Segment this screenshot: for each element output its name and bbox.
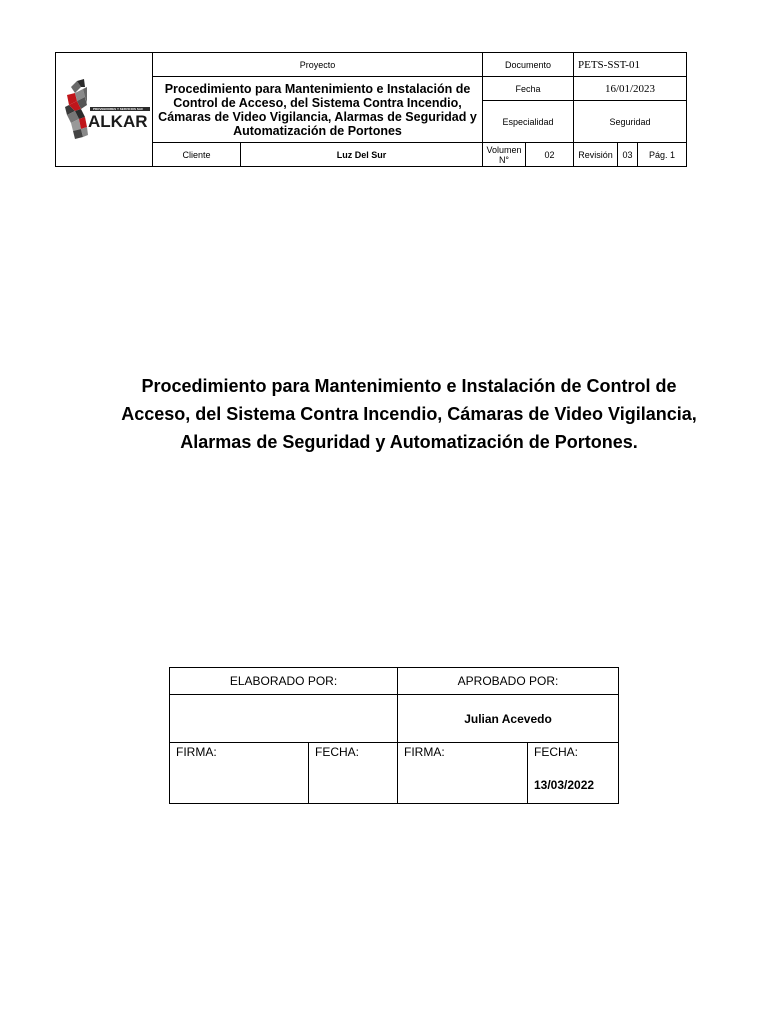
- approved-signature-label: FIRMA:: [398, 743, 528, 804]
- volume-label: Volumen N°: [483, 143, 526, 167]
- logo-tagline: PROVEEDORES Y SERVICIOS SAC: [92, 106, 143, 111]
- logo-name: ALKAR: [87, 111, 147, 131]
- page-number: Pág. 1: [638, 143, 687, 167]
- document-value: PETS-SST-01: [574, 53, 687, 77]
- client-label: Cliente: [153, 143, 241, 167]
- revision-value: 03: [618, 143, 638, 167]
- date-label: Fecha: [483, 77, 574, 101]
- revision-label: Revisión: [574, 143, 618, 167]
- document-title: Procedimiento para Mantenimiento e Instalación de Control de Acceso, del Sistema Contra Incendio, Cámaras de Video Vigilancia, Alarmas de Seguridad y Automatización de Portones.: [121, 376, 697, 452]
- signature-table: [169, 667, 619, 804]
- date-value: 16/01/2023: [574, 77, 687, 101]
- document-label: Documento: [483, 53, 574, 77]
- client-value: Luz Del Sur: [241, 143, 483, 167]
- approved-date-label: FECHA:: [534, 745, 579, 759]
- specialty-value: Seguridad: [574, 101, 687, 143]
- alkar-logo-icon: [57, 65, 152, 153]
- company-logo: [56, 53, 153, 167]
- prepared-by-label: ELABORADO POR:: [170, 668, 398, 695]
- volume-value: 02: [526, 143, 574, 167]
- project-label: Proyecto: [153, 53, 483, 77]
- prepared-date-label: FECHA:: [309, 743, 398, 804]
- approved-date-value: 13/03/2022: [534, 778, 595, 792]
- project-title: Procedimiento para Mantenimiento e Instalación de Control de Acceso, del Sistema Contra Incendio, Cámaras de Video Vigilancia, Alarmas de Seguridad y Automatización de Portones: [153, 77, 483, 143]
- document-header-table: [55, 52, 687, 167]
- prepared-by-name: [170, 695, 398, 743]
- prepared-signature-label: FIRMA:: [170, 743, 309, 804]
- specialty-label: Especialidad: [483, 101, 574, 143]
- approved-by-label: APROBADO POR:: [398, 668, 619, 695]
- approved-by-name: Julian Acevedo: [398, 695, 619, 743]
- approved-date-cell: [528, 743, 619, 804]
